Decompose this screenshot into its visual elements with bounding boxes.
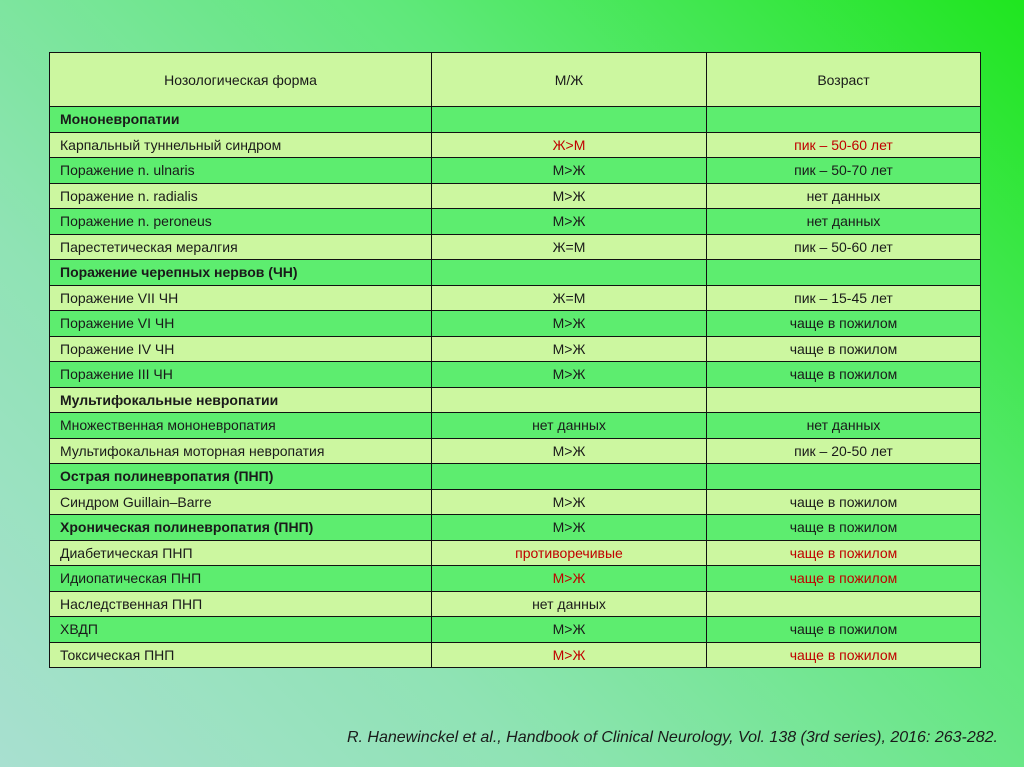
sex-ratio-cell: М>Ж bbox=[432, 566, 707, 592]
section-title: Мультифокальные невропатии bbox=[50, 387, 432, 413]
table-row bbox=[50, 617, 981, 643]
age-cell: пик – 50-70 лет bbox=[707, 158, 981, 184]
section-title: Острая полиневропатия (ПНП) bbox=[50, 464, 432, 490]
section-title: Мононевропатии bbox=[50, 107, 432, 133]
table-row bbox=[50, 183, 981, 209]
age-cell: нет данных bbox=[707, 209, 981, 235]
header-nosological-form: Нозологическая форма bbox=[50, 53, 432, 107]
citation: R. Hanewinckel et al., Handbook of Clinical Neurology, Vol. 138 (3rd series), 2016: 263-282. bbox=[346, 729, 998, 746]
table-body bbox=[50, 107, 981, 668]
age-cell bbox=[707, 107, 981, 133]
sex-ratio-cell: М>Ж bbox=[432, 336, 707, 362]
nosological-form-cell: Токсическая ПНП bbox=[50, 642, 432, 668]
table-row bbox=[50, 285, 981, 311]
table-row bbox=[50, 642, 981, 668]
table-section-row bbox=[50, 515, 981, 541]
age-cell: пик – 15-45 лет bbox=[707, 285, 981, 311]
sex-ratio-cell: Ж=М bbox=[432, 285, 707, 311]
nosological-form-cell: Диабетическая ПНП bbox=[50, 540, 432, 566]
nosological-form-cell: Поражение IV ЧН bbox=[50, 336, 432, 362]
table-row bbox=[50, 413, 981, 439]
sex-ratio-cell: М>Ж bbox=[432, 209, 707, 235]
sex-ratio-cell bbox=[432, 107, 707, 133]
age-cell: чаще в пожилом bbox=[707, 617, 981, 643]
nosological-form-cell: Карпальный туннельный синдром bbox=[50, 132, 432, 158]
age-cell: чаще в пожилом bbox=[707, 311, 981, 337]
sex-ratio-cell bbox=[432, 387, 707, 413]
sex-ratio-cell: М>Ж bbox=[432, 617, 707, 643]
table-row bbox=[50, 132, 981, 158]
age-cell: чаще в пожилом bbox=[707, 336, 981, 362]
table-section-row bbox=[50, 464, 981, 490]
age-cell: чаще в пожилом bbox=[707, 540, 981, 566]
sex-ratio-cell: Ж>М bbox=[432, 132, 707, 158]
table-row bbox=[50, 438, 981, 464]
table-section-row bbox=[50, 107, 981, 133]
nosological-form-cell: Поражение III ЧН bbox=[50, 362, 432, 388]
age-cell: чаще в пожилом bbox=[707, 515, 981, 541]
nosological-form-cell: Поражение n. radialis bbox=[50, 183, 432, 209]
table-row bbox=[50, 234, 981, 260]
table-row bbox=[50, 158, 981, 184]
sex-ratio-cell: М>Ж bbox=[432, 362, 707, 388]
table-section-row bbox=[50, 387, 981, 413]
sex-ratio-cell: М>Ж bbox=[432, 158, 707, 184]
sex-ratio-cell: М>Ж bbox=[432, 438, 707, 464]
sex-ratio-cell: М>Ж bbox=[432, 489, 707, 515]
table-row bbox=[50, 362, 981, 388]
table-row bbox=[50, 591, 981, 617]
sex-ratio-cell: М>Ж bbox=[432, 515, 707, 541]
age-cell: пик – 20-50 лет bbox=[707, 438, 981, 464]
header-sex-ratio: М/Ж bbox=[432, 53, 707, 107]
nosological-form-cell: Парестетическая мералгия bbox=[50, 234, 432, 260]
sex-ratio-cell: нет данных bbox=[432, 591, 707, 617]
nosological-form-cell: Поражение n. peroneus bbox=[50, 209, 432, 235]
header-age: Возраст bbox=[707, 53, 981, 107]
nosological-form-cell: Наследственная ПНП bbox=[50, 591, 432, 617]
table-row bbox=[50, 209, 981, 235]
age-cell bbox=[707, 591, 981, 617]
sex-ratio-cell bbox=[432, 260, 707, 286]
age-cell: пик – 50-60 лет bbox=[707, 234, 981, 260]
table-row bbox=[50, 336, 981, 362]
age-cell: чаще в пожилом bbox=[707, 566, 981, 592]
sex-ratio-cell bbox=[432, 464, 707, 490]
sex-ratio-cell: М>Ж bbox=[432, 642, 707, 668]
age-cell bbox=[707, 260, 981, 286]
section-title: Поражение черепных нервов (ЧН) bbox=[50, 260, 432, 286]
age-cell: чаще в пожилом bbox=[707, 362, 981, 388]
age-cell bbox=[707, 387, 981, 413]
nosological-form-cell: ХВДП bbox=[50, 617, 432, 643]
age-cell: пик – 50-60 лет bbox=[707, 132, 981, 158]
age-cell: чаще в пожилом bbox=[707, 642, 981, 668]
sex-ratio-cell: противоречивые bbox=[432, 540, 707, 566]
sex-ratio-cell: нет данных bbox=[432, 413, 707, 439]
sex-ratio-cell: М>Ж bbox=[432, 183, 707, 209]
nosological-form-cell: Множественная мононевропатия bbox=[50, 413, 432, 439]
table-row bbox=[50, 311, 981, 337]
table-row bbox=[50, 566, 981, 592]
table-section-row bbox=[50, 260, 981, 286]
nosological-form-cell: Мультифокальная моторная невропатия bbox=[50, 438, 432, 464]
section-title: Хроническая полиневропатия (ПНП) bbox=[50, 515, 432, 541]
nosological-form-cell: Синдром Guillain–Barre bbox=[50, 489, 432, 515]
table-row bbox=[50, 489, 981, 515]
age-cell: нет данных bbox=[707, 413, 981, 439]
table-header-row bbox=[50, 53, 981, 107]
age-cell: нет данных bbox=[707, 183, 981, 209]
table-row bbox=[50, 540, 981, 566]
age-cell: чаще в пожилом bbox=[707, 489, 981, 515]
nosological-form-cell: Идиопатическая ПНП bbox=[50, 566, 432, 592]
neuropathy-table bbox=[49, 52, 981, 668]
age-cell bbox=[707, 464, 981, 490]
nosological-form-cell: Поражение VI ЧН bbox=[50, 311, 432, 337]
nosological-form-cell: Поражение n. ulnaris bbox=[50, 158, 432, 184]
nosological-form-cell: Поражение VII ЧН bbox=[50, 285, 432, 311]
sex-ratio-cell: Ж=М bbox=[432, 234, 707, 260]
sex-ratio-cell: М>Ж bbox=[432, 311, 707, 337]
